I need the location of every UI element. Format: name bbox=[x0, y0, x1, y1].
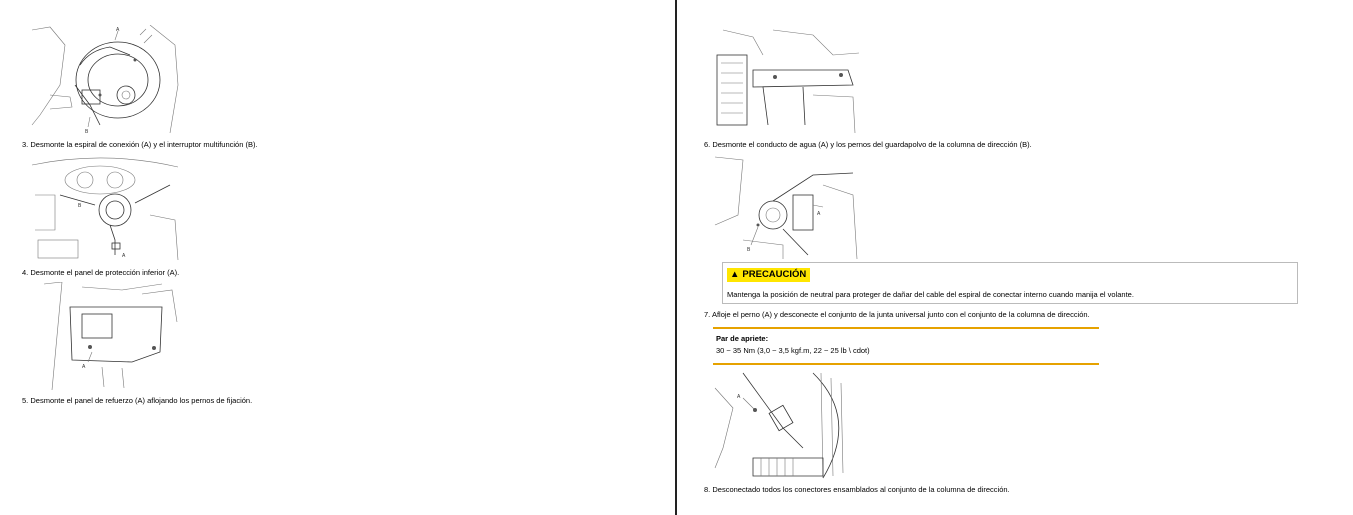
caution-heading bbox=[727, 268, 810, 282]
figure-label: B bbox=[78, 203, 82, 209]
figure-label: A bbox=[122, 253, 126, 259]
step-8 bbox=[704, 485, 1010, 495]
figure-label: A bbox=[82, 364, 86, 370]
step-number: 7. bbox=[704, 310, 711, 319]
step-number: 6. bbox=[704, 140, 711, 149]
step-7 bbox=[704, 310, 1090, 320]
torque-spec bbox=[713, 327, 1099, 365]
step-text: Desmonte el panel de protección inferior (A). bbox=[30, 268, 180, 277]
caution-title: PRECAUCIÓN bbox=[742, 269, 807, 280]
step-4 bbox=[22, 268, 179, 278]
step-5 bbox=[22, 396, 252, 406]
step-3 bbox=[22, 140, 258, 150]
figure-label: B bbox=[747, 247, 751, 253]
warning-icon: ▲ bbox=[730, 269, 740, 280]
step-number: 5. bbox=[22, 396, 29, 405]
step-6 bbox=[704, 140, 1032, 150]
figure-label: A bbox=[737, 394, 741, 400]
figure-universal-joint bbox=[713, 368, 859, 480]
figure-label: B bbox=[85, 129, 89, 135]
step-text: Desmonte el conducto de agua (A) y los pernos del guardapolvo de la columna de dirección (B). bbox=[712, 140, 1032, 149]
figure-water-duct bbox=[713, 155, 859, 261]
caution-text: Mantenga la posición de neutral para proteger de dañar del cable del espiral de conectar interno cuando manija el volante. bbox=[727, 290, 1134, 299]
caution-box bbox=[722, 262, 1298, 304]
figure-steering-wheel bbox=[30, 25, 180, 135]
torque-value: 30 ~ 35 Nm (3,0 ~ 3,5 kgf.m, 22 ~ 25 lb \ cdot) bbox=[716, 346, 870, 355]
figure-clock-spring bbox=[30, 155, 180, 265]
step-text: Desmonte el panel de refuerzo (A) aflojando los pernos de fijación. bbox=[30, 396, 253, 405]
step-number: 8. bbox=[704, 485, 711, 494]
step-text: Afloje el perno (A) y desconecte el conjunto de la junta universal junto con el conjunto de la columna de dirección. bbox=[711, 310, 1090, 319]
torque-label: Par de apriete: bbox=[716, 334, 769, 343]
figure-label: A bbox=[817, 211, 821, 217]
figure-reinforcement-panel bbox=[713, 25, 859, 135]
step-number: 4. bbox=[22, 268, 29, 277]
column-divider bbox=[675, 0, 677, 515]
step-text: Desmonte la espiral de conexión (A) y el interruptor multifunción (B). bbox=[30, 140, 258, 149]
figure-label: A bbox=[116, 27, 120, 33]
figure-lower-panel bbox=[42, 282, 180, 390]
step-number: 3. bbox=[22, 140, 29, 149]
step-text: Desconectado todos los conectores ensamblados al conjunto de la columna de dirección. bbox=[712, 485, 1010, 494]
